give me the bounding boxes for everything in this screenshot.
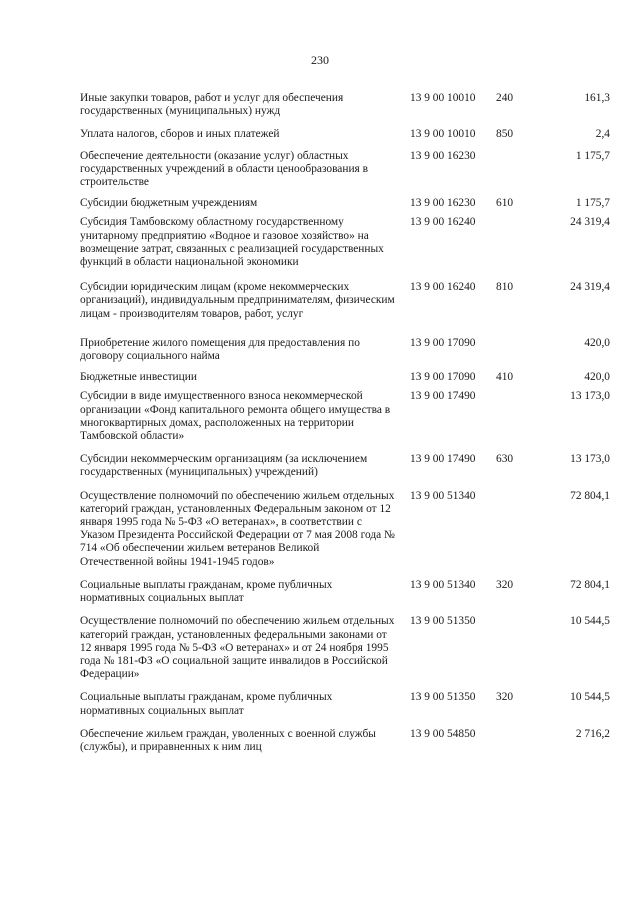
- row-amount: 13 173,0: [570, 453, 610, 466]
- row-name: Уплата налогов, сборов и иных платежей: [80, 128, 280, 141]
- row-amount: 1 175,7: [575, 149, 610, 162]
- row-name: Бюджетные инвестиции: [80, 371, 197, 384]
- table-row: [80, 216, 610, 269]
- row-name: Обеспечение деятельности (оказание услуг) областных государственных учреждений в области ценообразования в строительстве: [80, 149, 369, 189]
- table-row: [80, 615, 610, 681]
- row-vr: 320: [496, 691, 514, 704]
- row-amount: 420,0: [584, 336, 610, 349]
- table-row: [80, 728, 610, 754]
- row-vr: 850: [496, 128, 514, 141]
- row-amount: 13 173,0: [570, 390, 610, 403]
- row-amount: 24 319,4: [570, 281, 610, 294]
- row-code: 13 9 00 16240: [410, 216, 476, 229]
- table-row: [80, 92, 610, 118]
- row-vr: 240: [496, 92, 514, 104]
- row-name: Приобретение жилого помещения для предоставления по договору социального найма: [80, 336, 360, 363]
- row-name: Социальные выплаты гражданам, кроме публичных нормативных социальных выплат: [80, 691, 333, 717]
- row-name: Субсидии юридическим лицам (кроме некоммерческих организаций), индивидуальным предпринимателям, физическим лицам - производителям товаров, работ, услуг: [80, 281, 395, 320]
- row-amount: 2 716,2: [575, 727, 610, 740]
- row-code: 13 9 00 51350: [410, 615, 476, 628]
- row-vr: 810: [496, 281, 514, 294]
- row-code: 13 9 00 10010: [410, 92, 476, 104]
- row-code: 13 9 00 17090: [410, 371, 476, 384]
- row-code: 13 9 00 10010: [410, 128, 476, 141]
- row-name: Субсидии некоммерческим организациям (за исключением государственных (муниципальных) учреждений): [80, 453, 368, 479]
- row-code: 13 9 00 51340: [410, 489, 476, 502]
- row-amount: 420,0: [584, 371, 610, 384]
- table-row: [80, 390, 610, 443]
- row-amount: 10 544,5: [570, 691, 610, 704]
- table-row: [80, 281, 610, 321]
- row-name: Осуществление полномочий по обеспечению жильем отдельных категорий граждан, установленных Федеральным законом от 12 января 1995 года № 5-ФЗ «О ветеранах», в соответствии с Указом Президента Российской Федерации от 7 мая 2008 года № 714 «Об обеспечении жильем ветеранов Великой Отечественной войны 1941-1945 годов»: [80, 489, 395, 568]
- table-row: [80, 150, 610, 190]
- table-row: [80, 128, 610, 141]
- table-row: [80, 197, 610, 210]
- budget-table: [80, 92, 610, 754]
- row-name: Субсидии в виде имущественного взноса некоммерческой организации «Фонд капитального ремонта общего имущества в многоквартирных домах, расположенных на территории Тамбовской области»: [80, 390, 391, 443]
- row-code: 13 9 00 17490: [410, 390, 476, 403]
- row-name: Субсидии бюджетным учреждениям: [80, 197, 258, 210]
- row-code: 13 9 00 17090: [410, 336, 476, 349]
- table-row: [80, 490, 610, 569]
- row-amount: 10 544,5: [570, 615, 610, 628]
- row-name: Социальные выплаты гражданам, кроме публичных нормативных социальных выплат: [80, 578, 333, 605]
- table-row: [80, 453, 610, 479]
- row-vr: 630: [496, 453, 514, 466]
- row-code: 13 9 00 16230: [410, 149, 476, 162]
- row-amount: 161,3: [584, 92, 610, 104]
- page-number: 230: [311, 53, 329, 67]
- row-name: Иные закупки товаров, работ и услуг для обеспечения государственных (муниципальных) нужд: [80, 92, 344, 118]
- table-row: [80, 337, 610, 363]
- table-row: [80, 371, 610, 384]
- row-code: 13 9 00 17490: [410, 453, 476, 466]
- row-amount: 24 319,4: [570, 216, 610, 229]
- row-name: Субсидия Тамбовскому областному государственному унитарному предприятию «Водное и газовое хозяйство» на возмещение затрат, связанных с реализацией государственных функций в области национальной экономики: [80, 216, 384, 269]
- row-code: 13 9 00 51340: [410, 578, 476, 591]
- row-name: Осуществление полномочий по обеспечению жильем отдельных категорий граждан, установленных федеральными законами от 12 января 1995 года № 5-ФЗ «О ветеранах» и от 24 ноября 1995 года № 181-ФЗ «О социальной защите инвалидов в Российской Федерации»: [80, 615, 395, 681]
- row-amount: 72 804,1: [570, 489, 610, 502]
- row-vr: 320: [496, 578, 514, 591]
- row-vr: 610: [496, 197, 514, 210]
- row-amount: 72 804,1: [570, 578, 610, 591]
- row-amount: 2,4: [595, 128, 610, 141]
- row-code: 13 9 00 16240: [410, 281, 476, 294]
- row-code: 13 9 00 16230: [410, 197, 476, 210]
- table-row: [80, 579, 610, 605]
- row-code: 13 9 00 51350: [410, 691, 476, 704]
- row-vr: 410: [496, 371, 514, 384]
- row-code: 13 9 00 54850: [410, 727, 476, 740]
- row-amount: 1 175,7: [575, 197, 610, 210]
- row-name: Обеспечение жильем граждан, уволенных с военной службы (службы), и приравненных к ним лиц: [80, 727, 376, 753]
- table-row: [80, 691, 610, 717]
